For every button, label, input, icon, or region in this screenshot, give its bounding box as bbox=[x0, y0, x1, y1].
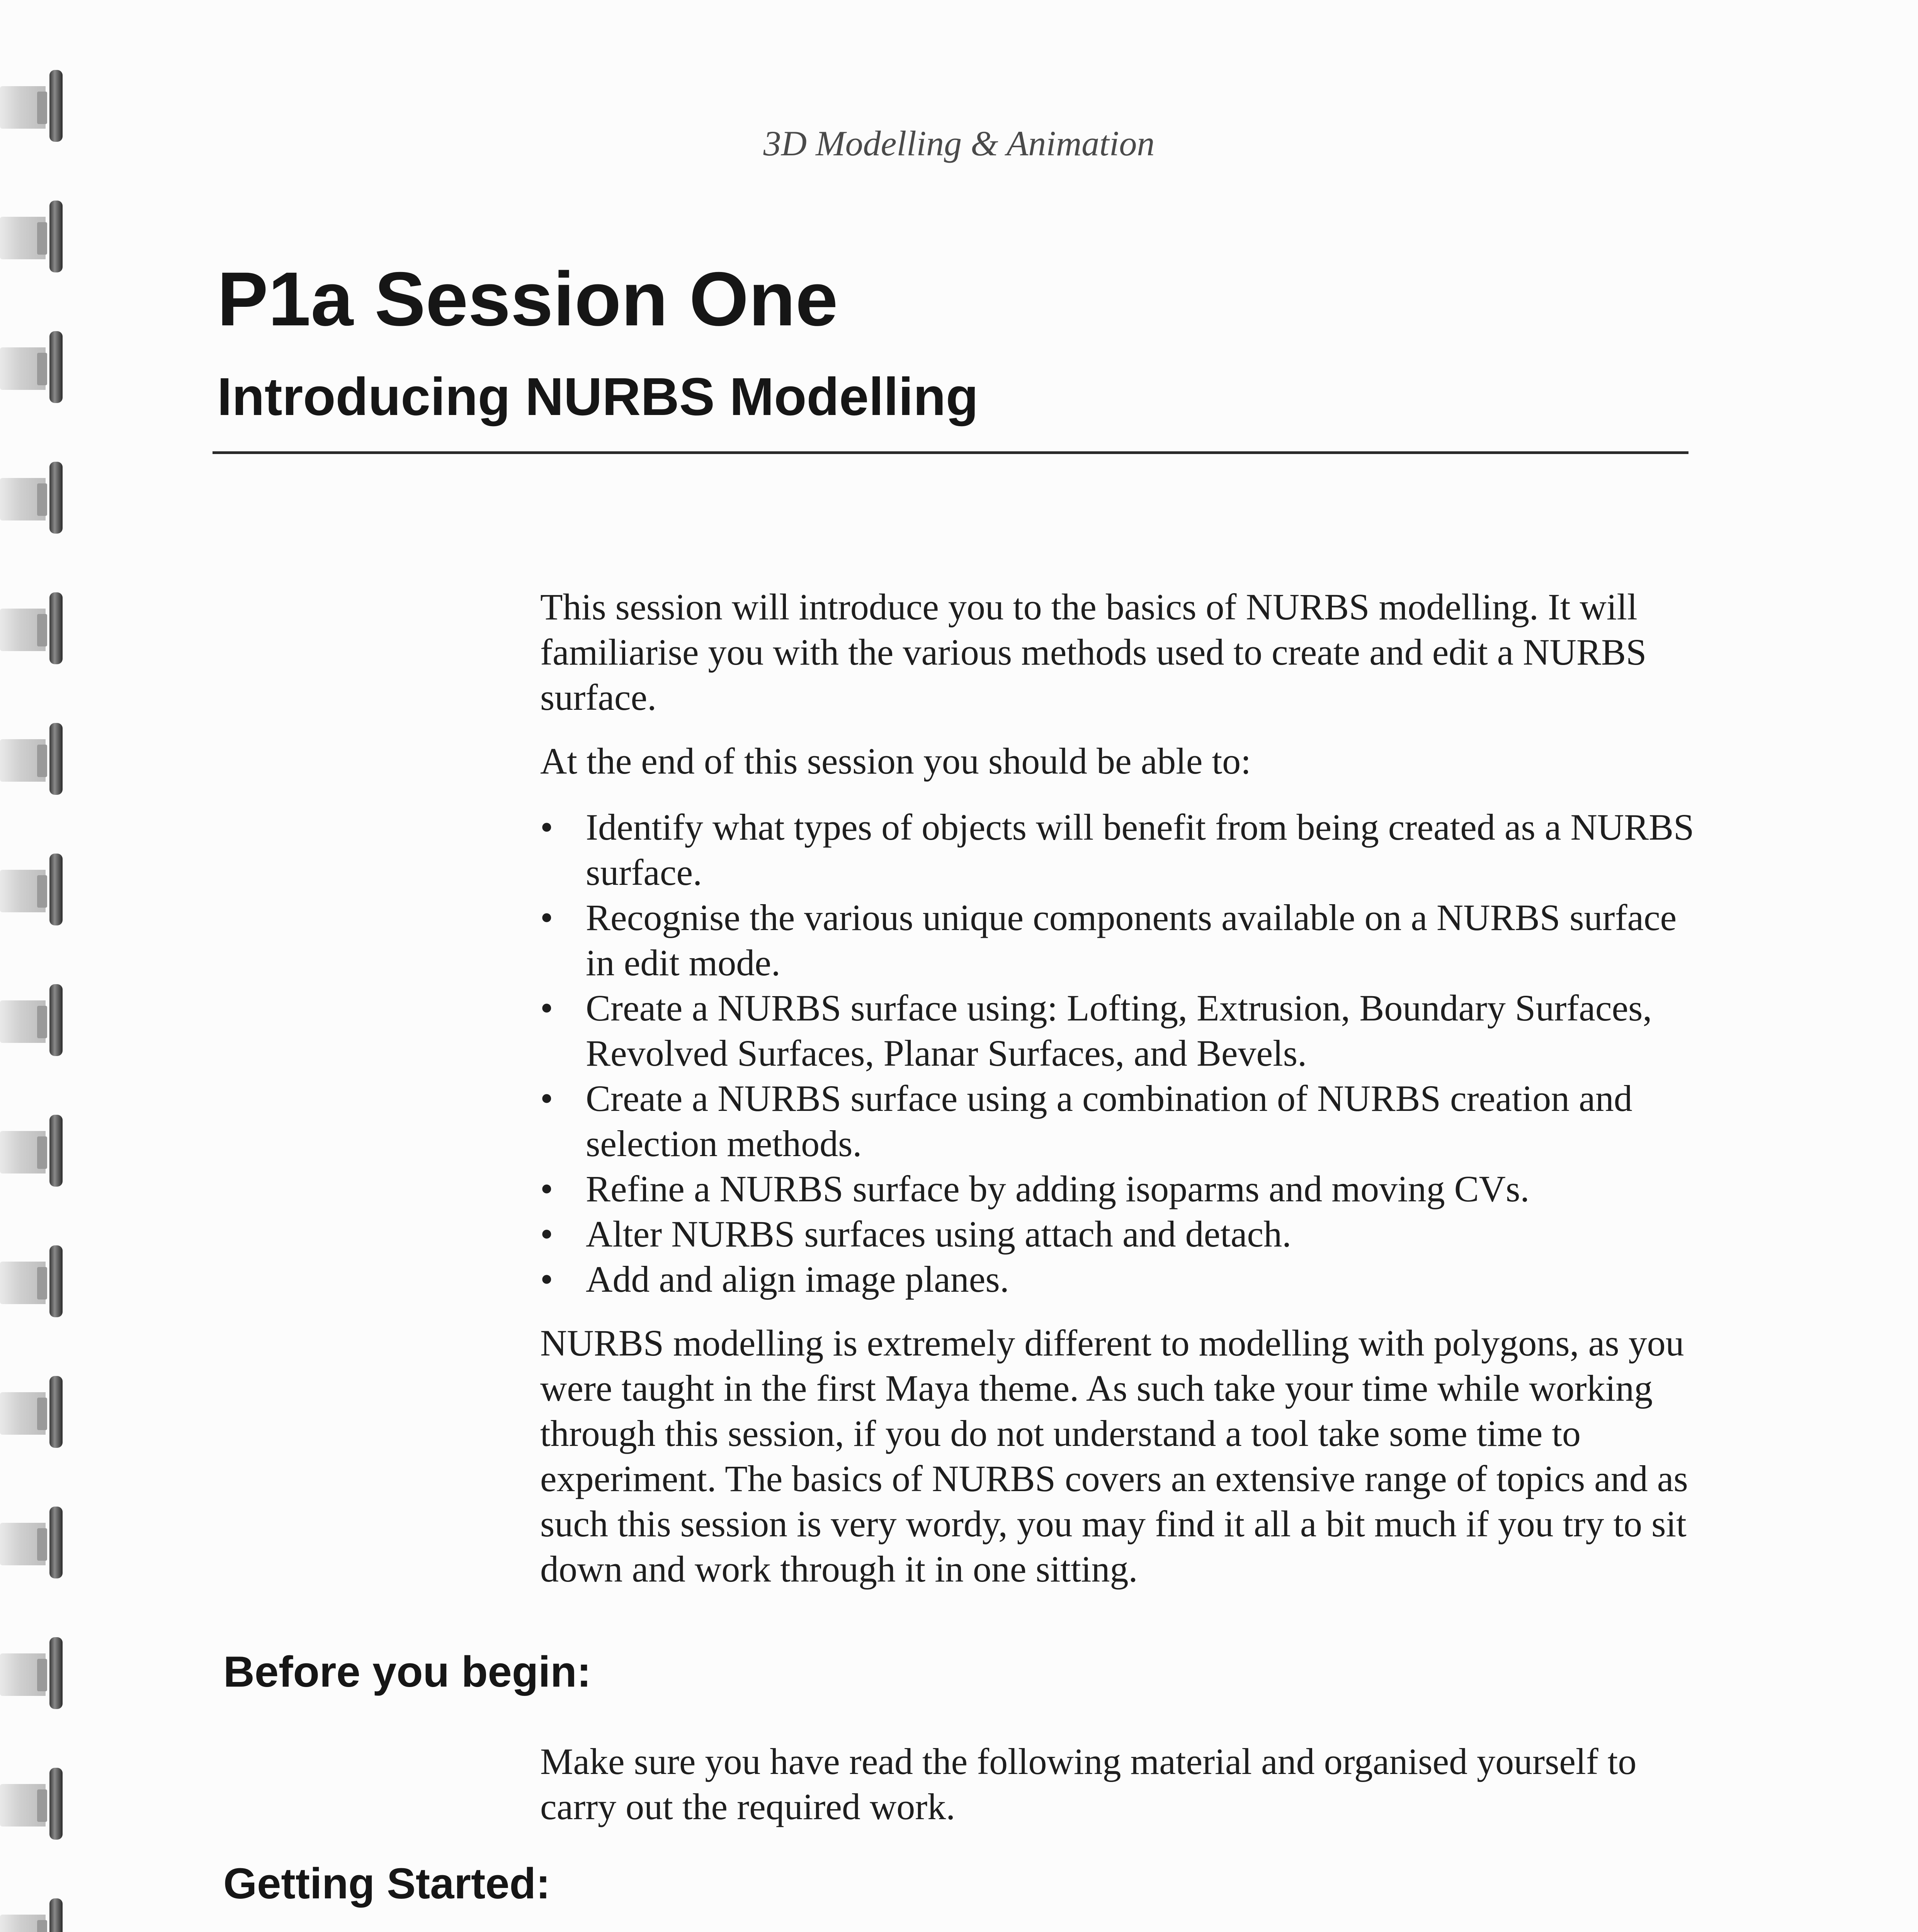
objective-text: Create a NURBS surface using: Lofting, Extrusion, Boundary Surfaces, Revolved Surfaces, Planar Surfaces, and Bevels. bbox=[586, 987, 1652, 1074]
binding-coil bbox=[0, 590, 66, 667]
binding-coil bbox=[0, 1896, 66, 1932]
note-paragraph: NURBS modelling is extremely different to modelling with polygons, as you were taught in the first Maya theme. As such take your time while working through this session, if you do not understand a tool take some time to experiment. The basics of NURBS covers an extensive range of topics and as such this session is very wordy, you may find it all a bit much if you try to sit down and work through it in one sitting. bbox=[540, 1322, 1688, 1590]
bullet-icon: • bbox=[540, 1213, 553, 1255]
page-subtitle: Introducing NURBS Modelling bbox=[217, 367, 979, 427]
list-item bbox=[540, 1076, 1695, 1166]
objective-text: Create a NURBS surface using a combination of NURBS creation and selection methods. bbox=[586, 1078, 1632, 1164]
session-overview bbox=[540, 584, 1695, 1592]
objective-text: Recognise the various unique components available on a NURBS surface in edit mode. bbox=[586, 897, 1677, 983]
bullet-icon: • bbox=[540, 1168, 553, 1209]
objective-text: Alter NURBS surfaces using attach and detach. bbox=[586, 1213, 1292, 1255]
objectives-list bbox=[540, 804, 1695, 1302]
list-item bbox=[540, 1257, 1695, 1302]
intro-paragraph: This session will introduce you to the basics of NURBS modelling. It will familiarise you with the various methods used to create and edit a NURBS surface. bbox=[540, 586, 1647, 718]
binding-coil bbox=[0, 851, 66, 929]
objectives-intro: At the end of this session you should be able to: bbox=[540, 740, 1251, 782]
bullet-icon: • bbox=[540, 1078, 553, 1119]
page-title: P1a Session One bbox=[217, 256, 838, 342]
spiral-binding bbox=[0, 0, 73, 1932]
binding-coil bbox=[0, 982, 66, 1059]
list-item bbox=[540, 1211, 1695, 1257]
list-item bbox=[540, 804, 1695, 895]
binding-coil bbox=[0, 459, 66, 537]
title-divider bbox=[213, 451, 1688, 454]
binding-coil bbox=[0, 1243, 66, 1320]
objective-text: Identify what types of objects will benefit from being created as a NURBS surface. bbox=[586, 806, 1694, 893]
binding-coil bbox=[0, 1112, 66, 1190]
bullet-icon: • bbox=[540, 987, 553, 1029]
running-head: 3D Modelling & Animation bbox=[763, 124, 1155, 163]
binding-coil bbox=[0, 329, 66, 406]
binding-coil bbox=[0, 1504, 66, 1582]
bullet-icon: • bbox=[540, 1259, 553, 1300]
binding-coil bbox=[0, 198, 66, 276]
binding-coil bbox=[0, 1635, 66, 1712]
list-item bbox=[540, 895, 1695, 985]
before-you-begin-text: Make sure you have read the following material and organised yourself to carry out the required work. bbox=[540, 1741, 1637, 1827]
section-heading-getting-started: Getting Started: bbox=[223, 1859, 551, 1908]
bullet-icon: • bbox=[540, 806, 553, 848]
list-item bbox=[540, 985, 1695, 1076]
binding-coil bbox=[0, 1374, 66, 1451]
list-item bbox=[540, 1166, 1695, 1211]
binding-coil bbox=[0, 721, 66, 798]
section-heading-before-you-begin: Before you begin: bbox=[223, 1648, 592, 1696]
objective-text: Add and align image planes. bbox=[586, 1259, 1009, 1300]
bullet-icon: • bbox=[540, 897, 553, 938]
binding-coil bbox=[0, 1765, 66, 1843]
objective-text: Refine a NURBS surface by adding isoparms and moving CVs. bbox=[586, 1168, 1530, 1209]
